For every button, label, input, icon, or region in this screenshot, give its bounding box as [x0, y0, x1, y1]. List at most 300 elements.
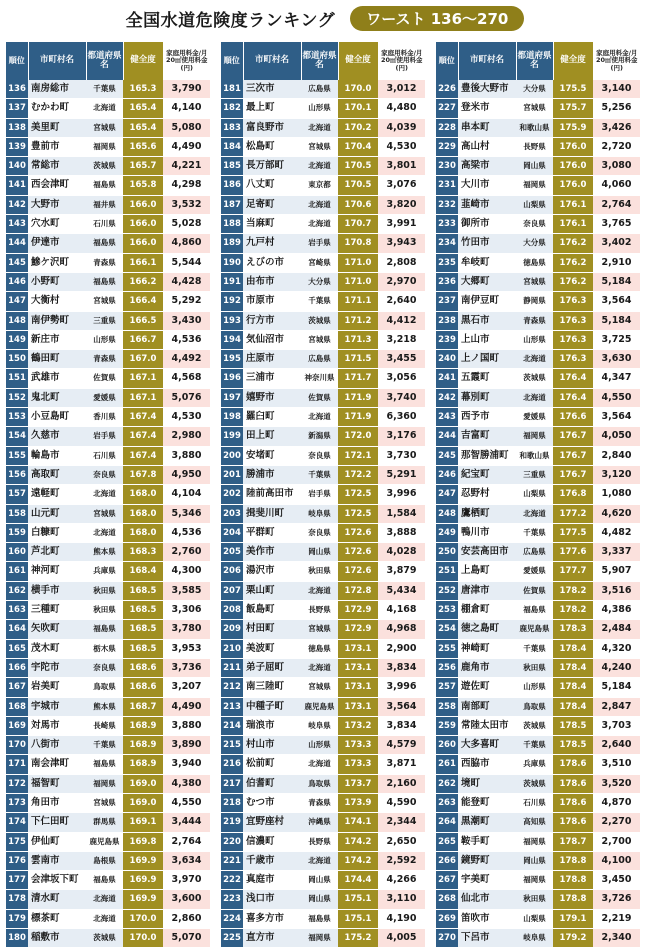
rank-cell: 230	[436, 157, 458, 176]
rank-cell: 141	[6, 176, 28, 195]
rank-cell: 217	[221, 774, 243, 793]
rank-cell: 258	[436, 697, 458, 716]
water-fee-cell: 4,050	[593, 427, 640, 446]
rank-cell: 204	[221, 523, 243, 542]
municipality-cell: 鷹栖町	[458, 504, 516, 523]
table-row	[221, 465, 425, 484]
table-row	[221, 272, 425, 291]
water-fee-cell: 3,337	[593, 543, 640, 562]
rank-cell: 203	[221, 504, 243, 523]
rank-cell: 173	[6, 793, 28, 812]
prefecture-cell: 徳島県	[516, 253, 553, 272]
water-fee-cell: 4,968	[378, 620, 425, 639]
prefecture-cell: 秋田県	[301, 562, 338, 581]
health-score-cell: 172.9	[338, 601, 378, 620]
water-fee-cell: 3,306	[163, 601, 210, 620]
municipality-cell: 三次市	[243, 80, 301, 99]
prefecture-cell: 奈良県	[516, 215, 553, 234]
health-score-cell: 174.1	[338, 813, 378, 832]
table-row	[221, 639, 425, 658]
municipality-cell: 嬉野市	[243, 388, 301, 407]
water-fee-cell: 3,444	[163, 813, 210, 832]
water-fee-cell: 4,190	[378, 909, 425, 928]
water-fee-cell: 3,834	[378, 658, 425, 677]
municipality-cell: 紀宝町	[458, 465, 516, 484]
table-row	[221, 388, 425, 407]
prefecture-cell: 福島県	[86, 871, 123, 890]
municipality-cell: 穴水町	[28, 215, 86, 234]
prefecture-cell: 山形県	[516, 678, 553, 697]
health-score-cell: 170.5	[338, 157, 378, 176]
prefecture-cell: 鳥取県	[516, 697, 553, 716]
rank-cell: 148	[6, 311, 28, 330]
municipality-cell: 陸前高田市	[243, 485, 301, 504]
prefecture-cell: 青森県	[86, 253, 123, 272]
water-fee-cell: 4,590	[378, 793, 425, 812]
rank-cell: 227	[436, 99, 458, 118]
prefecture-cell: 岡山県	[516, 851, 553, 870]
prefecture-cell: 岡山県	[516, 157, 553, 176]
table-row	[436, 620, 640, 639]
prefecture-cell: 岩手県	[301, 234, 338, 253]
prefecture-cell: 和歌山県	[516, 446, 553, 465]
rank-cell: 206	[221, 562, 243, 581]
table-row	[221, 504, 425, 523]
water-fee-cell: 2,847	[593, 697, 640, 716]
prefecture-cell: 岩手県	[86, 427, 123, 446]
prefecture-cell: 北海道	[86, 890, 123, 909]
rank-cell: 239	[436, 330, 458, 349]
table-row	[436, 832, 640, 851]
rank-cell: 253	[436, 601, 458, 620]
water-fee-cell: 2,760	[163, 543, 210, 562]
prefecture-cell: 大分県	[516, 234, 553, 253]
municipality-cell: 茂木町	[28, 639, 86, 658]
table-row	[436, 272, 640, 291]
prefecture-cell: 山梨県	[516, 485, 553, 504]
municipality-cell: 五霞町	[458, 369, 516, 388]
prefecture-cell: 茨城県	[516, 774, 553, 793]
municipality-cell: 美波町	[243, 639, 301, 658]
health-score-cell: 176.0	[553, 176, 593, 195]
prefecture-cell: 北海道	[301, 408, 338, 427]
rank-cell: 264	[436, 813, 458, 832]
prefecture-cell: 茨城県	[86, 157, 123, 176]
rank-cell: 153	[6, 408, 28, 427]
health-score-cell: 179.1	[553, 909, 593, 928]
municipality-cell: 竹田市	[458, 234, 516, 253]
water-fee-cell: 3,790	[163, 80, 210, 99]
water-fee-cell: 3,996	[378, 485, 425, 504]
health-score-cell: 172.5	[338, 485, 378, 504]
table-row	[221, 813, 425, 832]
health-score-cell: 166.4	[123, 292, 163, 311]
municipality-cell: 芦北町	[28, 543, 86, 562]
table-row	[436, 253, 640, 272]
prefecture-cell: 栃木県	[86, 639, 123, 658]
rank-cell: 257	[436, 678, 458, 697]
table-row	[6, 369, 210, 388]
water-fee-cell: 2,900	[378, 639, 425, 658]
health-score-cell: 171.9	[338, 408, 378, 427]
rank-cell: 224	[221, 909, 243, 928]
rank-cell: 225	[221, 929, 243, 948]
table-row	[436, 523, 640, 542]
prefecture-cell: 秋田県	[516, 658, 553, 677]
table-row	[6, 581, 210, 600]
water-fee-cell: 3,564	[593, 408, 640, 427]
health-score-cell: 170.0	[338, 80, 378, 99]
prefecture-cell: 秋田県	[516, 890, 553, 909]
table-row	[221, 543, 425, 562]
prefecture-cell: 宮城県	[86, 118, 123, 137]
rank-cell: 202	[221, 485, 243, 504]
health-score-cell: 176.2	[553, 253, 593, 272]
ranking-panel-3	[436, 42, 640, 948]
table-row	[436, 485, 640, 504]
water-fee-cell: 2,840	[593, 446, 640, 465]
water-fee-cell: 2,720	[593, 137, 640, 156]
municipality-cell: 田上町	[243, 427, 301, 446]
municipality-cell: 稲敷市	[28, 929, 86, 948]
health-score-cell: 167.4	[123, 446, 163, 465]
municipality-cell: 高取町	[28, 465, 86, 484]
table-row	[6, 388, 210, 407]
municipality-cell: 最上町	[243, 99, 301, 118]
rank-cell: 189	[221, 234, 243, 253]
municipality-cell: 横手市	[28, 581, 86, 600]
table-row	[6, 697, 210, 716]
table-row	[436, 350, 640, 369]
rank-cell: 207	[221, 581, 243, 600]
table-row	[436, 813, 640, 832]
water-fee-cell: 4,104	[163, 485, 210, 504]
rank-cell: 234	[436, 234, 458, 253]
rank-cell: 235	[436, 253, 458, 272]
prefecture-cell: 岡山県	[301, 890, 338, 909]
rank-cell: 213	[221, 697, 243, 716]
rank-cell: 172	[6, 774, 28, 793]
health-score-cell: 170.1	[338, 99, 378, 118]
table-row	[221, 774, 425, 793]
health-score-cell: 176.0	[553, 137, 593, 156]
municipality-cell: 美作市	[243, 543, 301, 562]
rank-cell: 263	[436, 793, 458, 812]
prefecture-header: 都道府県名	[86, 42, 123, 80]
prefecture-cell: 茨城県	[301, 311, 338, 330]
water-fee-cell: 5,184	[593, 678, 640, 697]
table-row	[436, 543, 640, 562]
prefecture-cell: 宮城県	[86, 292, 123, 311]
health-score-cell: 174.2	[338, 832, 378, 851]
municipality-cell: 大川市	[458, 176, 516, 195]
prefecture-cell: 千葉県	[301, 465, 338, 484]
health-score-cell: 172.8	[338, 581, 378, 600]
water-fee-cell: 3,820	[378, 195, 425, 214]
rank-cell: 259	[436, 716, 458, 735]
water-fee-cell: 5,434	[378, 581, 425, 600]
health-score-cell: 165.6	[123, 137, 163, 156]
water-fee-cell: 4,536	[163, 523, 210, 542]
rank-cell: 160	[6, 543, 28, 562]
rank-header: 順位	[436, 42, 458, 80]
table-row	[6, 137, 210, 156]
prefecture-cell: 宮城県	[301, 678, 338, 697]
prefecture-cell: 青森県	[86, 350, 123, 369]
table-row	[221, 408, 425, 427]
table-row	[6, 871, 210, 890]
rank-cell: 218	[221, 793, 243, 812]
health-score-cell: 170.4	[338, 137, 378, 156]
prefecture-cell: 鳥取県	[86, 678, 123, 697]
rank-cell: 169	[6, 716, 28, 735]
rank-cell: 161	[6, 562, 28, 581]
health-score-cell: 168.6	[123, 678, 163, 697]
health-score-cell: 178.4	[553, 678, 593, 697]
table-row	[221, 350, 425, 369]
table-row	[221, 485, 425, 504]
health-score-cell: 172.2	[338, 465, 378, 484]
ranking-panel-2	[221, 42, 425, 948]
rank-cell: 251	[436, 562, 458, 581]
health-score-cell: 176.3	[553, 292, 593, 311]
rank-cell: 166	[6, 658, 28, 677]
table-row	[6, 215, 210, 234]
water-fee-cell: 4,039	[378, 118, 425, 137]
municipality-cell: 黒潮町	[458, 813, 516, 832]
prefecture-cell: 鹿児島県	[86, 832, 123, 851]
health-score-cell: 178.5	[553, 736, 593, 755]
municipality-cell: 南房総市	[28, 80, 86, 99]
rank-cell: 185	[221, 157, 243, 176]
rank-cell: 147	[6, 292, 28, 311]
municipality-cell: 瑞浪市	[243, 716, 301, 735]
health-score-cell: 167.0	[123, 350, 163, 369]
health-score-cell: 176.2	[553, 272, 593, 291]
health-score-cell: 172.5	[338, 504, 378, 523]
name-header: 市町村名	[243, 42, 301, 80]
table-row	[6, 716, 210, 735]
municipality-cell: 吉富町	[458, 427, 516, 446]
water-fee-cell: 4,221	[163, 157, 210, 176]
municipality-cell: 白糠町	[28, 523, 86, 542]
rank-cell: 232	[436, 195, 458, 214]
prefecture-cell: 奈良県	[86, 658, 123, 677]
table-row	[436, 176, 640, 195]
rank-cell: 244	[436, 427, 458, 446]
health-score-cell: 166.5	[123, 311, 163, 330]
table-row	[221, 890, 425, 909]
municipality-cell: 忍野村	[458, 485, 516, 504]
municipality-cell: 鏡野町	[458, 851, 516, 870]
prefecture-cell: 広島県	[301, 80, 338, 99]
prefecture-cell: 福島県	[86, 272, 123, 291]
prefecture-cell: 山形県	[516, 330, 553, 349]
municipality-cell: 安芸高田市	[458, 543, 516, 562]
table-row	[6, 736, 210, 755]
prefecture-cell: 福島県	[86, 755, 123, 774]
health-score-cell: 171.2	[338, 311, 378, 330]
municipality-cell: 神河町	[28, 562, 86, 581]
fee-header: 家庭用料金/月20㎥使用料金(円)	[593, 42, 640, 80]
municipality-cell: 岩美町	[28, 678, 86, 697]
health-score-cell: 165.8	[123, 176, 163, 195]
health-score-cell: 172.6	[338, 562, 378, 581]
health-score-cell: 175.2	[338, 929, 378, 948]
municipality-cell: 鶴田町	[28, 350, 86, 369]
municipality-cell: 直方市	[243, 929, 301, 948]
rank-cell: 165	[6, 639, 28, 658]
health-score-cell: 176.3	[553, 350, 593, 369]
rank-cell: 182	[221, 99, 243, 118]
prefecture-cell: 宮城県	[86, 793, 123, 812]
health-score-cell: 177.2	[553, 504, 593, 523]
prefecture-cell: 佐賀県	[516, 581, 553, 600]
health-score-cell: 173.9	[338, 793, 378, 812]
table-row	[436, 427, 640, 446]
table-row	[436, 292, 640, 311]
municipality-cell: 三種町	[28, 601, 86, 620]
municipality-cell: 喜多方市	[243, 909, 301, 928]
rank-cell: 252	[436, 581, 458, 600]
water-fee-cell: 5,184	[593, 272, 640, 291]
prefecture-cell: 茨城県	[516, 716, 553, 735]
municipality-cell: 南三陸町	[243, 678, 301, 697]
municipality-cell: むつ市	[243, 793, 301, 812]
water-fee-cell: 3,871	[378, 755, 425, 774]
water-fee-cell: 4,490	[163, 137, 210, 156]
prefecture-cell: 山梨県	[516, 195, 553, 214]
prefecture-cell: 茨城県	[516, 369, 553, 388]
water-fee-cell: 3,801	[378, 157, 425, 176]
municipality-cell: 気仙沼市	[243, 330, 301, 349]
water-fee-cell: 5,184	[593, 311, 640, 330]
health-score-cell: 175.1	[338, 890, 378, 909]
table-row	[6, 851, 210, 870]
table-row	[221, 793, 425, 812]
rank-cell: 201	[221, 465, 243, 484]
table-row	[221, 427, 425, 446]
health-score-cell: 178.6	[553, 755, 593, 774]
table-row	[436, 716, 640, 735]
municipality-cell: 対馬市	[28, 716, 86, 735]
table-row	[6, 774, 210, 793]
water-fee-cell: 3,140	[593, 80, 640, 99]
health-score-cell: 172.6	[338, 523, 378, 542]
rank-cell: 228	[436, 118, 458, 137]
health-score-cell: 166.7	[123, 330, 163, 349]
health-header: 健全度	[338, 42, 378, 80]
water-fee-cell: 2,344	[378, 813, 425, 832]
prefecture-cell: 長野県	[301, 832, 338, 851]
municipality-cell: 小野町	[28, 272, 86, 291]
health-score-cell: 176.1	[553, 195, 593, 214]
water-fee-cell: 5,076	[163, 388, 210, 407]
table-row	[221, 658, 425, 677]
rank-cell: 159	[6, 523, 28, 542]
water-fee-cell: 2,970	[378, 272, 425, 291]
rank-cell: 164	[6, 620, 28, 639]
table-row	[221, 755, 425, 774]
water-fee-cell: 4,240	[593, 658, 640, 677]
table-row	[221, 292, 425, 311]
rank-cell: 170	[6, 736, 28, 755]
table-row	[6, 157, 210, 176]
table-row	[436, 562, 640, 581]
prefecture-cell: 北海道	[86, 99, 123, 118]
water-fee-cell: 4,028	[378, 543, 425, 562]
rank-cell: 199	[221, 427, 243, 446]
prefecture-cell: 北海道	[86, 485, 123, 504]
prefecture-cell: 奈良県	[301, 523, 338, 542]
rank-cell: 174	[6, 813, 28, 832]
rank-cell: 247	[436, 485, 458, 504]
municipality-cell: 鬼北町	[28, 388, 86, 407]
municipality-cell: 大多喜町	[458, 736, 516, 755]
water-fee-cell: 5,544	[163, 253, 210, 272]
health-score-cell: 177.5	[553, 523, 593, 542]
rank-cell: 196	[221, 369, 243, 388]
water-fee-cell: 4,620	[593, 504, 640, 523]
health-score-cell: 168.9	[123, 736, 163, 755]
water-fee-cell: 3,450	[593, 871, 640, 890]
health-score-cell: 174.4	[338, 871, 378, 890]
municipality-cell: 棚倉町	[458, 601, 516, 620]
municipality-cell: 由布市	[243, 272, 301, 291]
table-row	[6, 813, 210, 832]
water-fee-cell: 2,764	[163, 832, 210, 851]
table-row	[436, 330, 640, 349]
prefecture-cell: 愛媛県	[516, 562, 553, 581]
prefecture-cell: 岩手県	[301, 485, 338, 504]
table-row	[6, 311, 210, 330]
table-row	[6, 890, 210, 909]
water-fee-cell: 1,584	[378, 504, 425, 523]
health-score-cell: 170.7	[338, 215, 378, 234]
health-score-cell: 172.6	[338, 543, 378, 562]
rank-cell: 243	[436, 408, 458, 427]
prefecture-cell: 岡山県	[301, 871, 338, 890]
rank-cell: 209	[221, 620, 243, 639]
prefecture-cell: 宮城県	[516, 99, 553, 118]
water-fee-cell: 2,270	[593, 813, 640, 832]
rank-cell: 179	[6, 909, 28, 928]
prefecture-cell: 群馬県	[86, 813, 123, 832]
prefecture-cell: 石川県	[86, 446, 123, 465]
health-score-cell: 178.7	[553, 832, 593, 851]
prefecture-cell: 徳島県	[301, 639, 338, 658]
municipality-cell: むかわ町	[28, 99, 86, 118]
prefecture-cell: 北海道	[516, 504, 553, 523]
prefecture-cell: 高知県	[516, 813, 553, 832]
prefecture-cell: 山梨県	[516, 909, 553, 928]
health-score-cell: 165.4	[123, 118, 163, 137]
prefecture-cell: 北海道	[301, 658, 338, 677]
water-fee-cell: 3,564	[593, 292, 640, 311]
water-fee-cell: 3,110	[378, 890, 425, 909]
rank-cell: 157	[6, 485, 28, 504]
water-fee-cell: 4,266	[378, 871, 425, 890]
fee-header: 家庭用料金/月20㎥使用料金(円)	[163, 42, 210, 80]
health-score-cell: 176.7	[553, 446, 593, 465]
table-row	[6, 485, 210, 504]
water-fee-cell: 3,218	[378, 330, 425, 349]
municipality-cell: 御所市	[458, 215, 516, 234]
water-fee-cell: 5,080	[163, 118, 210, 137]
prefecture-cell: 岐阜県	[516, 929, 553, 948]
table-row	[6, 427, 210, 446]
municipality-cell: 南部町	[458, 697, 516, 716]
